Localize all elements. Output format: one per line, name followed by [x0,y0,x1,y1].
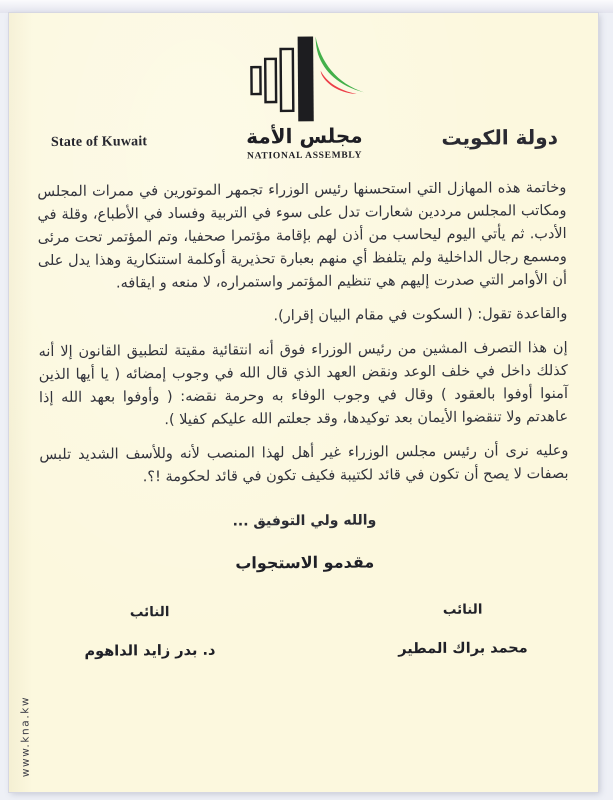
kna-website-url: www.kna.kw [19,695,32,778]
mp-name-badr-zayed-aldahoum: د. بدر زايد الداهوم [84,642,216,660]
assembly-name-arabic: مجلس الأمة [246,123,363,149]
letter-page [9,13,598,792]
mp-title-right: النائب [442,601,483,618]
letter-body [37,177,570,664]
signature-row [41,598,570,664]
national-assembly-logo-icon [241,34,368,123]
presenters-heading: مقدمو الاستجواب [235,552,375,573]
mp-title-left: النائب [129,604,170,621]
paragraph-silence-rule: والقاعدة تقول: ( السكوت في مقام البيان إقرار). [273,305,568,325]
paragraph-breach-of-promise: إن هذا التصرف المشين من رئيس الوزراء فوق أنه انتقائية مقيتة لتطبيق القانون إلا أنه كذلك داخل في خلف الوعد ونقض العهد الذي قال الله في وجوب إمضائه ( يا أيها الذين آمنوا أوفوا بالعقود ) وقال في وجوب الوفاء به وحرمة نقضه: ( وأوفوا بعهد الله إذا عاهدتم ولا تنقضوا الأيمان بعد توكيدها، وقد جعلتم الله عليكم كفيلا ). [38,339,569,429]
signature-block-left [55,600,245,663]
assembly-name-english: NATIONAL ASSEMBLY [246,150,363,162]
state-of-kuwait-english-label: State of Kuwait [50,134,148,150]
state-of-kuwait-arabic-label: دولة الكويت [441,124,559,150]
signature-block-right [368,598,558,661]
paragraph-conclusion-of-farces: وخاتمة هذه المهازل التي استحسنها رئيس الوزراء تجمهر الموتورين في ممرات المجلس ومكاتب المجلس مرددين شعارات تدل على سوء في التربية وفساد في الأطباع، وقلة في الأدب. ثم يأتي اليوم ليحاسب من أذن لهم بإقامة مؤتمرا صحفيا، وتم المؤتمر تحت مرئى ومسمع رجال الداخلية ولم يتلفظ أي منهم بعبارة تحذيرية أوكلمة استنكارية وهذا يدل على أن الأوامر التي صدرت إليهم هي تنظيم المؤتمر واستمراره، لا منعه و ايقافه. [37,179,568,292]
letterhead [6,11,596,164]
paragraph-pm-unfit: وعليه نرى أن رئيس مجلس الوزراء غير أهل لهذا المنصب لأنه وللأسف الشديد تلبس بصفات لا يصح أن تكون في قائد لكتيبة فكيف تكون في قائد لحكومة !؟. [39,442,569,486]
mp-name-mohammed-barrak-almutair: محمد براك المطير [398,640,528,658]
closing-invocation: والله ولي التوفيق ... [232,512,377,530]
